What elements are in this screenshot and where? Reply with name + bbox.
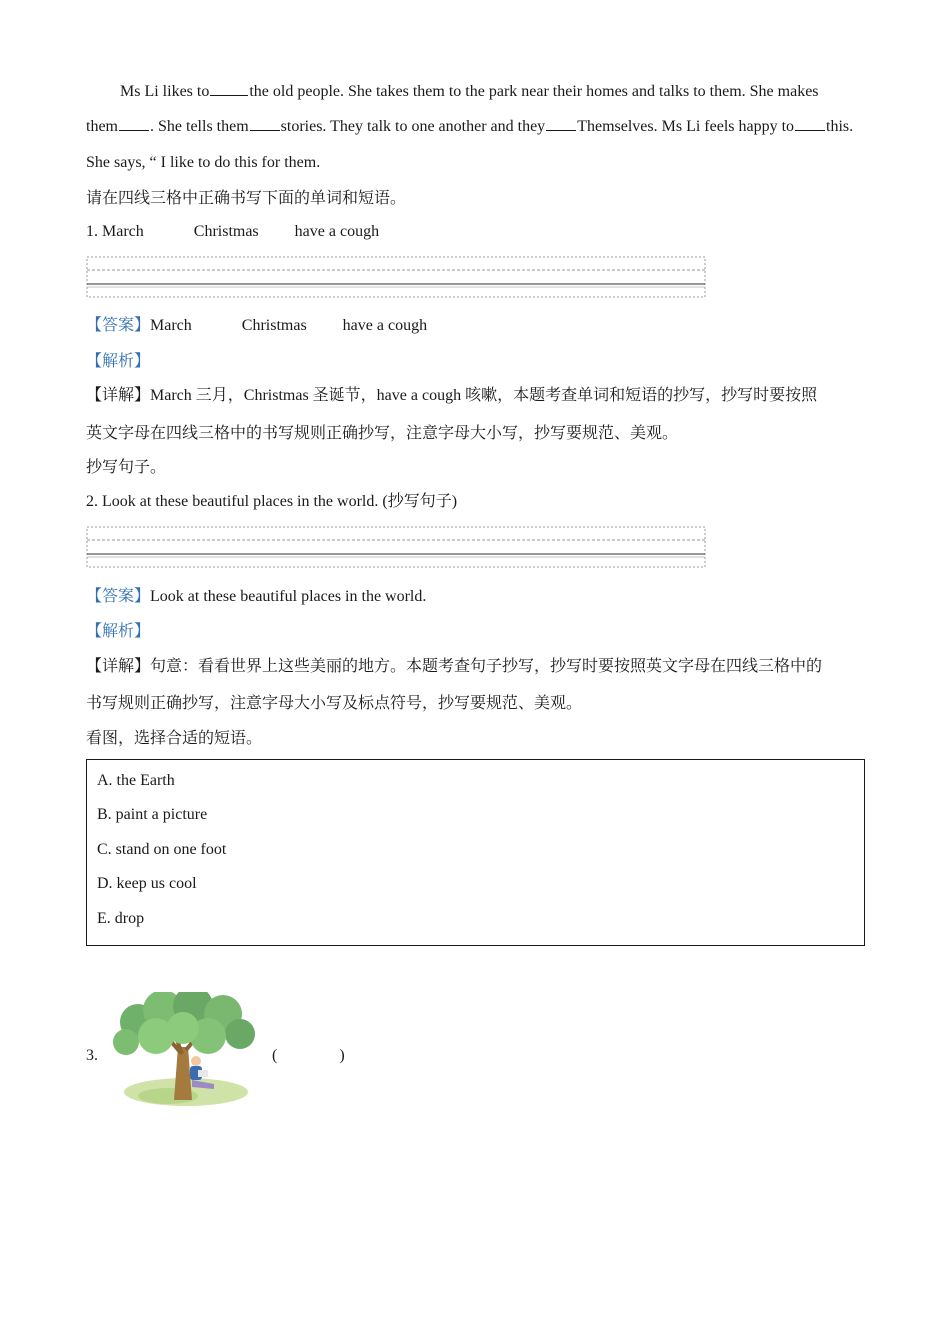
passage-line-3: She says, “ I like to do this for them. [86,154,321,171]
options-box [86,759,865,946]
option-a[interactable]: A. the Earth [97,772,175,789]
option-c[interactable]: C. stand on one foot [97,841,227,858]
q2-text: Look at these beautiful places in the world. (抄写句子) [102,493,458,510]
q2-prompt [86,492,457,512]
answer-tag: 【答案】 [86,317,151,334]
answer-word: have a cough [342,317,428,334]
option-b[interactable]: B. paint a picture [97,806,208,823]
passage-text: stories. They talk to one another and they [280,118,546,135]
passage-text: them [86,118,118,135]
fill-blank[interactable] [119,116,149,131]
four-line-grid-lines [86,256,706,298]
question-number: 1. [86,223,98,240]
tree-illustration-icon [108,992,258,1110]
q2-answer [86,587,426,607]
q1-word: Christmas [193,223,259,240]
detail-tag: 【详解】 [86,387,151,404]
q2-analysis-tag: 【解析】 [86,623,151,640]
paren-close: ) [339,1047,345,1064]
passage-text: . She tells them [150,118,249,135]
detail-text: 句意：看看世界上这些美丽的地方。本题考查句子抄写，抄写时要按照英文字母在四线三格中的 [150,658,823,675]
fill-blank[interactable] [546,116,576,131]
q1-prompt [86,222,379,242]
option-e[interactable]: E. drop [97,910,145,927]
q2-detail-line-2: 书写规则正确抄写，注意字母大小写及标点符号，抄写要规范、美观。 [86,695,583,712]
answer-tag: 【答案】 [86,588,151,605]
tree-shade-illustration [108,992,258,1110]
detail-tag: 【详解】 [86,658,151,675]
passage-text: the old people. She takes them to the park near their homes and talks to them. She makes [249,83,819,100]
q1-word: March [102,223,144,240]
q2-detail-line-1 [86,657,822,677]
four-line-grid[interactable] [86,526,706,568]
q3-number: 3. [86,1047,98,1064]
q1-detail-line-2: 英文字母在四线三格中的书写规则正确抄写，注意字母大小写，抄写要规范、美观。 [86,425,679,442]
option-d[interactable]: D. keep us cool [97,875,197,892]
section-heading-pick-phrase: 看图，选择合适的短语。 [86,730,263,747]
q1-answer [86,316,427,336]
answer-word: Christmas [241,317,307,334]
passage-line-2 [86,116,853,137]
fill-blank[interactable] [250,116,280,131]
passage-text: Ms Li likes to [120,83,210,100]
answer-text: Look at these beautiful places in the world. [150,588,427,605]
paren-open: ( [272,1047,278,1064]
q3-answer-paren[interactable] [272,1046,345,1066]
answer-word: March [150,317,192,334]
q1-word: have a cough [294,223,380,240]
fill-blank[interactable] [210,81,248,96]
q1-analysis-tag: 【解析】 [86,353,151,370]
detail-text: March 三月，Christmas 圣诞节，have a cough 咳嗽，本题考查单词和短语的抄写，抄写时要按照 [150,387,818,404]
section-heading-copy-words: 请在四线三格中正确书写下面的单词和短语。 [86,190,407,207]
passage-text: Themselves. Ms Li feels happy to [577,118,795,135]
four-line-grid-lines [86,526,706,568]
passage-text: this. [826,118,854,135]
question-number: 2. [86,493,98,510]
section-heading-copy-sentence: 抄写句子。 [86,459,167,476]
passage-line-1 [120,81,819,102]
four-line-grid[interactable] [86,256,706,298]
q1-detail-line-1 [86,386,817,406]
fill-blank[interactable] [795,116,825,131]
